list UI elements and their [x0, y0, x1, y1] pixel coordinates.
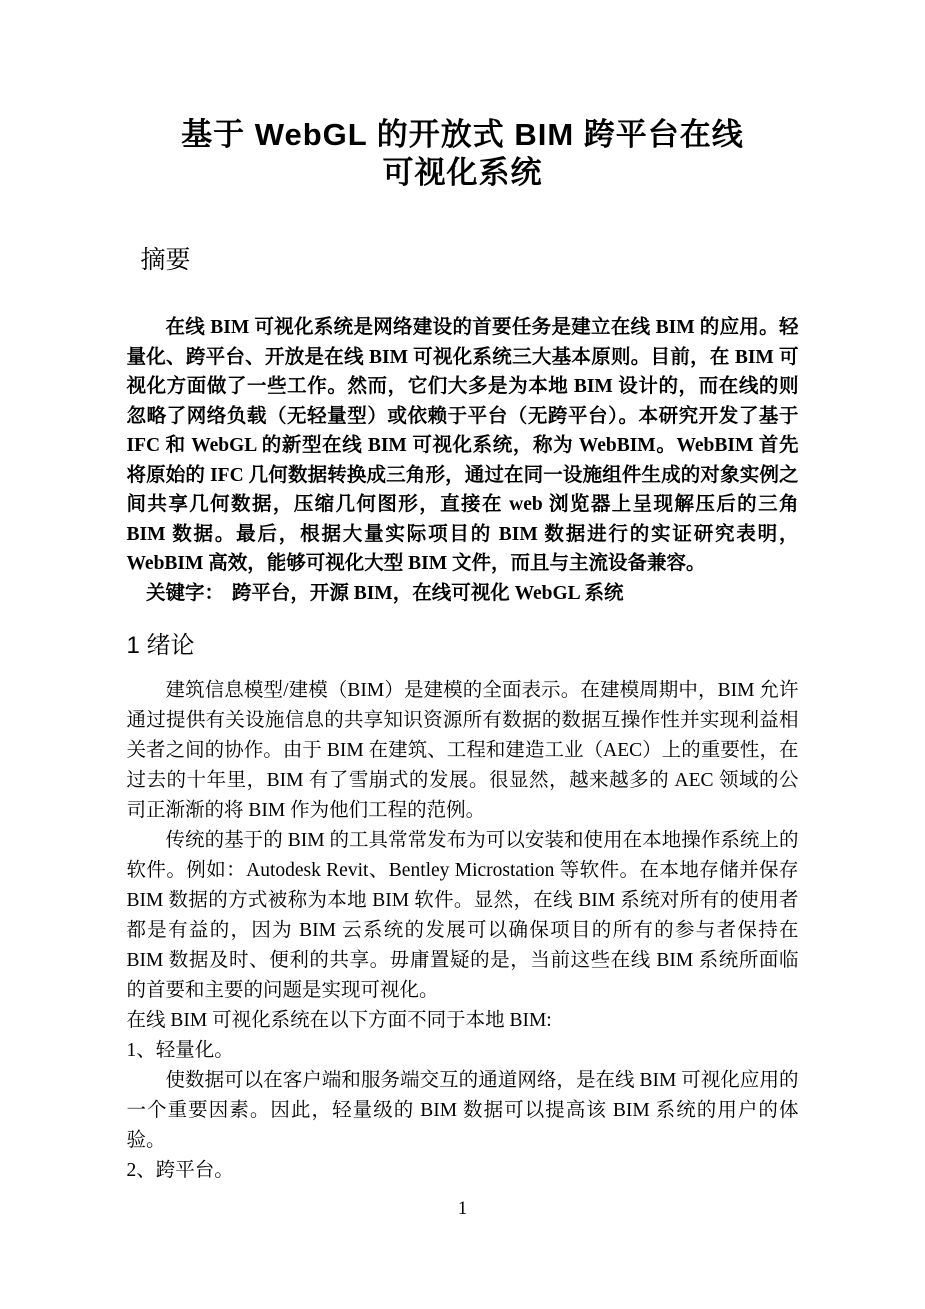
keywords-text: 跨平台，开源 BIM，在线可视化 WebGL 系统 — [231, 582, 624, 604]
intro-paragraph-2: 传统的基于的 BIM 的工具常常发布为可以安装和使用在本地操作系统上的软件。例如：Autodesk Revit、Bentley Microstation 等软件。在本地存储并保存 BIM 数据的方式被称为本地 BIM 软件。显然，在线 BIM 系统对所有的使用者都是有益的，因为 BIM 云系统的发展可以确保项目的所有的参与者保持在 BIM 数据及时、便利的共享。毋庸置疑的是，当前这些在线 BIM 系统所面临的首要和主要的问题是实现可视化。 — [126, 830, 799, 1001]
list-item-1-paragraph: 使数据可以在客户端和服务端交互的通道网络，是在线 BIM 可视化应用的一个重要因素。因此，轻量级的 BIM 数据可以提高该 BIM 系统的用户的体验。 — [126, 1070, 799, 1151]
document-title-line2: 可视化系统 — [382, 155, 543, 190]
page-number: 1 — [457, 1198, 468, 1219]
intro-difference-line: 在线 BIM 可视化系统在以下方面不同于本地 BIM: — [126, 1010, 552, 1031]
intro-paragraph-1: 建筑信息模型/建模（BIM）是建模的全面表示。在建模周期中，BIM 允许通过提供有关设施信息的共享知识资源所有数据的数据互操作性并实现利益相关者之间的协作。由于 BIM 在建筑、工程和建造工业（AEC）上的重要性，在过去的十年里，BIM 有了雪崩式的发展。很显然，越来越多的 AEC 领域的公司正渐渐的将 BIM 作为他们工程的范例。 — [126, 680, 799, 821]
abstract-heading: 摘要 — [140, 246, 191, 274]
document-content — [127, 116, 799, 1186]
section-1-heading: 1 绪论 — [126, 632, 195, 659]
list-item-1-label: 1、轻量化。 — [126, 1040, 234, 1061]
abstract-paragraph: 在线 BIM 可视化系统是网络建设的首要任务是建立在线 BIM 的应用。轻量化、跨平台、开放是在线 BIM 可视化系统三大基本原则。目前，在 BIM 可视化方面做了一些工作。然而，它们大多是为本地 BIM 设计的，而在线的则忽略了网络负载（无轻量型）或依赖于平台（无跨平台）。本研究开发了基于 IFC 和 WebGL 的新型在线 BIM 可视化系统，称为 WebBIM。WebBIM 首先将原始的 IFC 几何数据转换成三角形，通过在同一设施组件生成的对象实例之间共享几何数据，压缩几何图形，直接在 web 浏览器上呈现解压后的三角 BIM 数据。最后，根据大量实际项目的 BIM 数据进行的实证研究表明，WebBIM 高效，能够可视化大型 BIM 文件，而且与主流设备兼容。 — [126, 317, 799, 574]
list-item-2-label: 2、跨平台。 — [126, 1160, 234, 1181]
keywords-line — [127, 579, 799, 609]
document-title — [127, 116, 799, 192]
document-title-line1: 基于 WebGL 的开放式 BIM 跨平台在线 — [181, 117, 744, 152]
keywords-label: 关键字： — [146, 582, 225, 604]
